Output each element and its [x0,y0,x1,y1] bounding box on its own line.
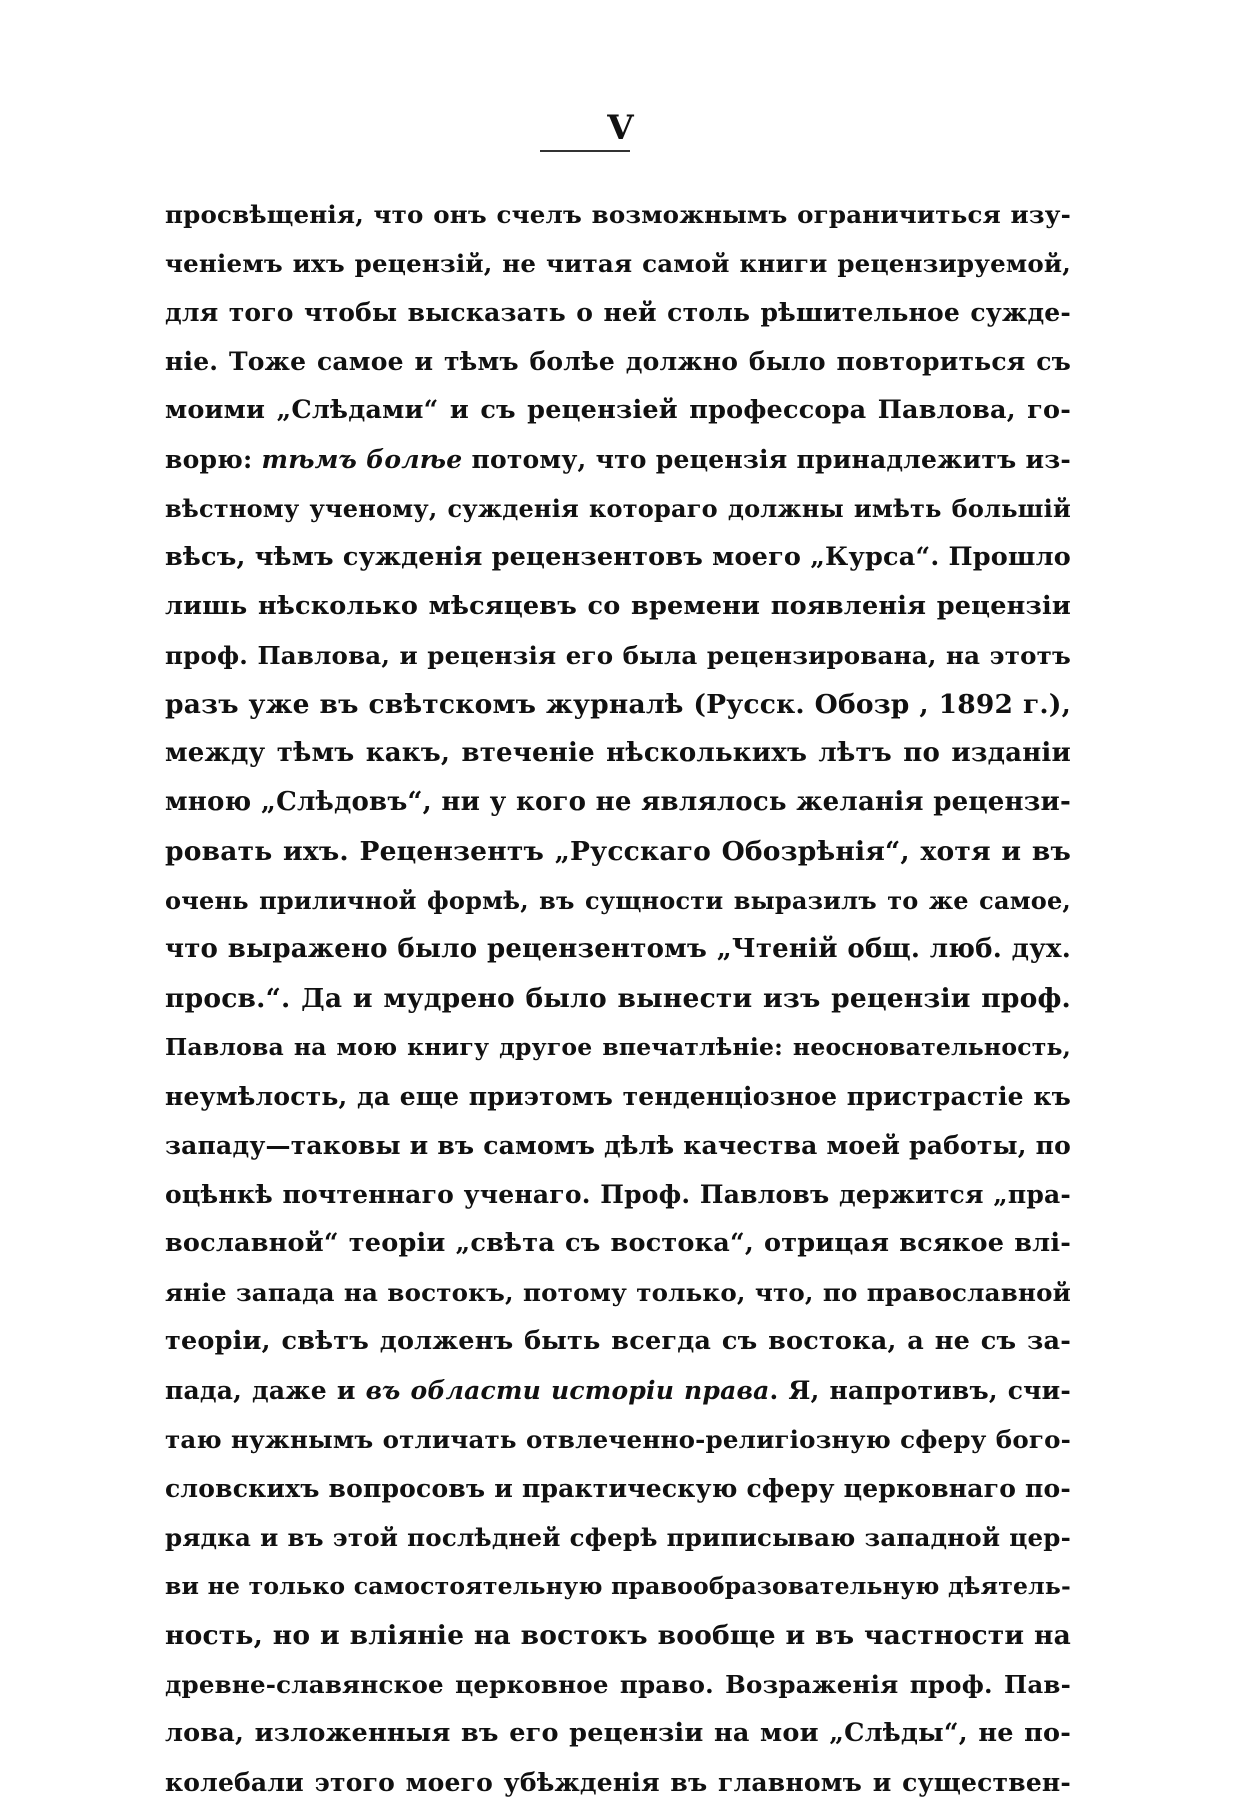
text-segment: мною „Слѣдовъ“, ни у кого не являлось желанія рецензи- [165,787,1071,817]
text-segment: моими „Слѣдами“ и съ рецензіей профессора Павлова, го- [165,395,1071,425]
text-segment: лишь нѣсколько мѣсяцевъ со времени появленія рецензіи [165,591,1071,621]
body-text [165,190,1071,1807]
text-line [165,1072,1071,1121]
text-segment: Павлова на мою книгу другое впечатлѣніе: неосновательность, [165,1033,1071,1061]
text-segment: ніе. Тоже самое и тѣмъ болѣе должно было повториться съ [165,347,1071,376]
text-line [165,484,1071,533]
text-line [165,1513,1071,1562]
text-line [165,1023,1071,1072]
text-segment: вѣстному ученому, сужденія котораго должны имѣть большій [165,494,1071,523]
text-segment: ченіемъ ихъ рецензій, не читая самой книги рецензируемой, [165,249,1071,278]
text-segment: пада, даже и [165,1376,366,1405]
text-line [165,533,1071,582]
text-line [165,1562,1071,1611]
text-segment: западу—таковы и въ самомъ дѣлѣ качества моей работы, по [165,1131,1071,1160]
text-line [165,288,1071,337]
text-line [165,631,1071,680]
text-line [165,778,1071,827]
text-line [165,925,1071,974]
text-line [165,1219,1071,1268]
text-segment: лова, изложенныя въ его рецензіи на мои „Слѣды“, не по- [165,1718,1071,1748]
text-line [165,729,1071,778]
text-line [165,1758,1071,1807]
text-line [165,1317,1071,1366]
text-segment: что выражено было рецензентомъ „Чтеній общ. люб. дух. [165,934,1071,964]
text-segment: оцѣнкѣ почтеннаго ученаго. Проф. Павловъ держится „пра- [165,1180,1071,1209]
text-line [165,1366,1071,1415]
text-segment: разъ уже въ свѣтскомъ журналѣ (Русск. Обозр , 1892 г.), [165,689,1071,720]
page-number-rule [540,150,630,152]
text-segment: ворю: [165,445,262,474]
text-line [165,239,1071,288]
text-segment: словскихъ вопросовъ и практическую сферу церковнаго по- [165,1474,1071,1503]
text-line [165,680,1071,729]
text-line [165,1660,1071,1709]
text-segment: теоріи, свѣтъ долженъ быть всегда съ востока, а не съ за- [165,1326,1071,1356]
text-line [165,582,1071,631]
page-number: V [607,108,634,148]
text-segment: вѣсъ, чѣмъ сужденія рецензентовъ моего „Курса“. Прошло [165,542,1071,572]
text-line [165,876,1071,925]
text-segment: таю нужнымъ отличать отвлеченно-религіозную сферу бого- [165,1425,1071,1454]
text-line [165,1121,1071,1170]
text-line [165,827,1071,876]
text-line [165,1268,1071,1317]
text-line [165,435,1071,484]
text-line [165,1415,1071,1464]
text-segment: рядка и въ этой послѣдней сферѣ приписываю западной цер- [165,1523,1071,1552]
italic-phrase: въ области исторіи права [365,1376,770,1405]
text-segment: яніе запада на востокъ, потому только, что, по православной [165,1278,1071,1307]
text-line [165,1611,1071,1660]
text-line [165,974,1071,1023]
text-segment: древне-славянское церковное право. Возраженія проф. Пав- [165,1670,1071,1699]
text-segment: ность, но и вліяніе на востокъ вообще и въ частности на [165,1620,1071,1651]
text-segment: для того чтобы высказать о ней столь рѣшительное сужде- [165,298,1071,327]
text-segment: просвѣщенія, что онъ счелъ возможнымъ ограничиться изу- [165,200,1071,229]
text-line [165,337,1071,386]
text-line [165,1709,1071,1758]
text-segment: колебали этого моего убѣжденія въ главномъ и существен- [165,1768,1071,1797]
text-line [165,1464,1071,1513]
text-segment: ровать ихъ. Рецензентъ „Русскаго Обозрѣнія“, хотя и въ [165,836,1071,867]
text-segment: вославной“ теоріи „свѣта съ востока“, отрицая всякое влі- [165,1228,1071,1258]
text-line [165,1170,1071,1219]
text-segment: . Я, напротивъ, счи- [769,1376,1071,1405]
text-segment: неумѣлость, да еще приэтомъ тенденціозное пристрастіе къ [165,1082,1071,1111]
text-segment: потому, что рецензія принадлежитъ из- [462,445,1072,474]
text-segment: проф. Павлова, и рецензія его была рецензирована, на этотъ [165,641,1071,670]
text-segment: между тѣмъ какъ, втеченіе нѣсколькихъ лѣтъ по изданіи [165,738,1071,768]
text-segment: очень приличной формѣ, въ сущности выразилъ то же самое, [165,886,1071,915]
italic-phrase: тѣмъ болѣе [261,445,463,474]
text-line [165,386,1071,435]
text-line [165,190,1071,239]
text-segment: просв.“. Да и мудрено было вынести изъ рецензіи проф. [165,983,1071,1014]
text-segment: ви не только самостоятельную правообразовательную дѣятель- [165,1572,1071,1600]
